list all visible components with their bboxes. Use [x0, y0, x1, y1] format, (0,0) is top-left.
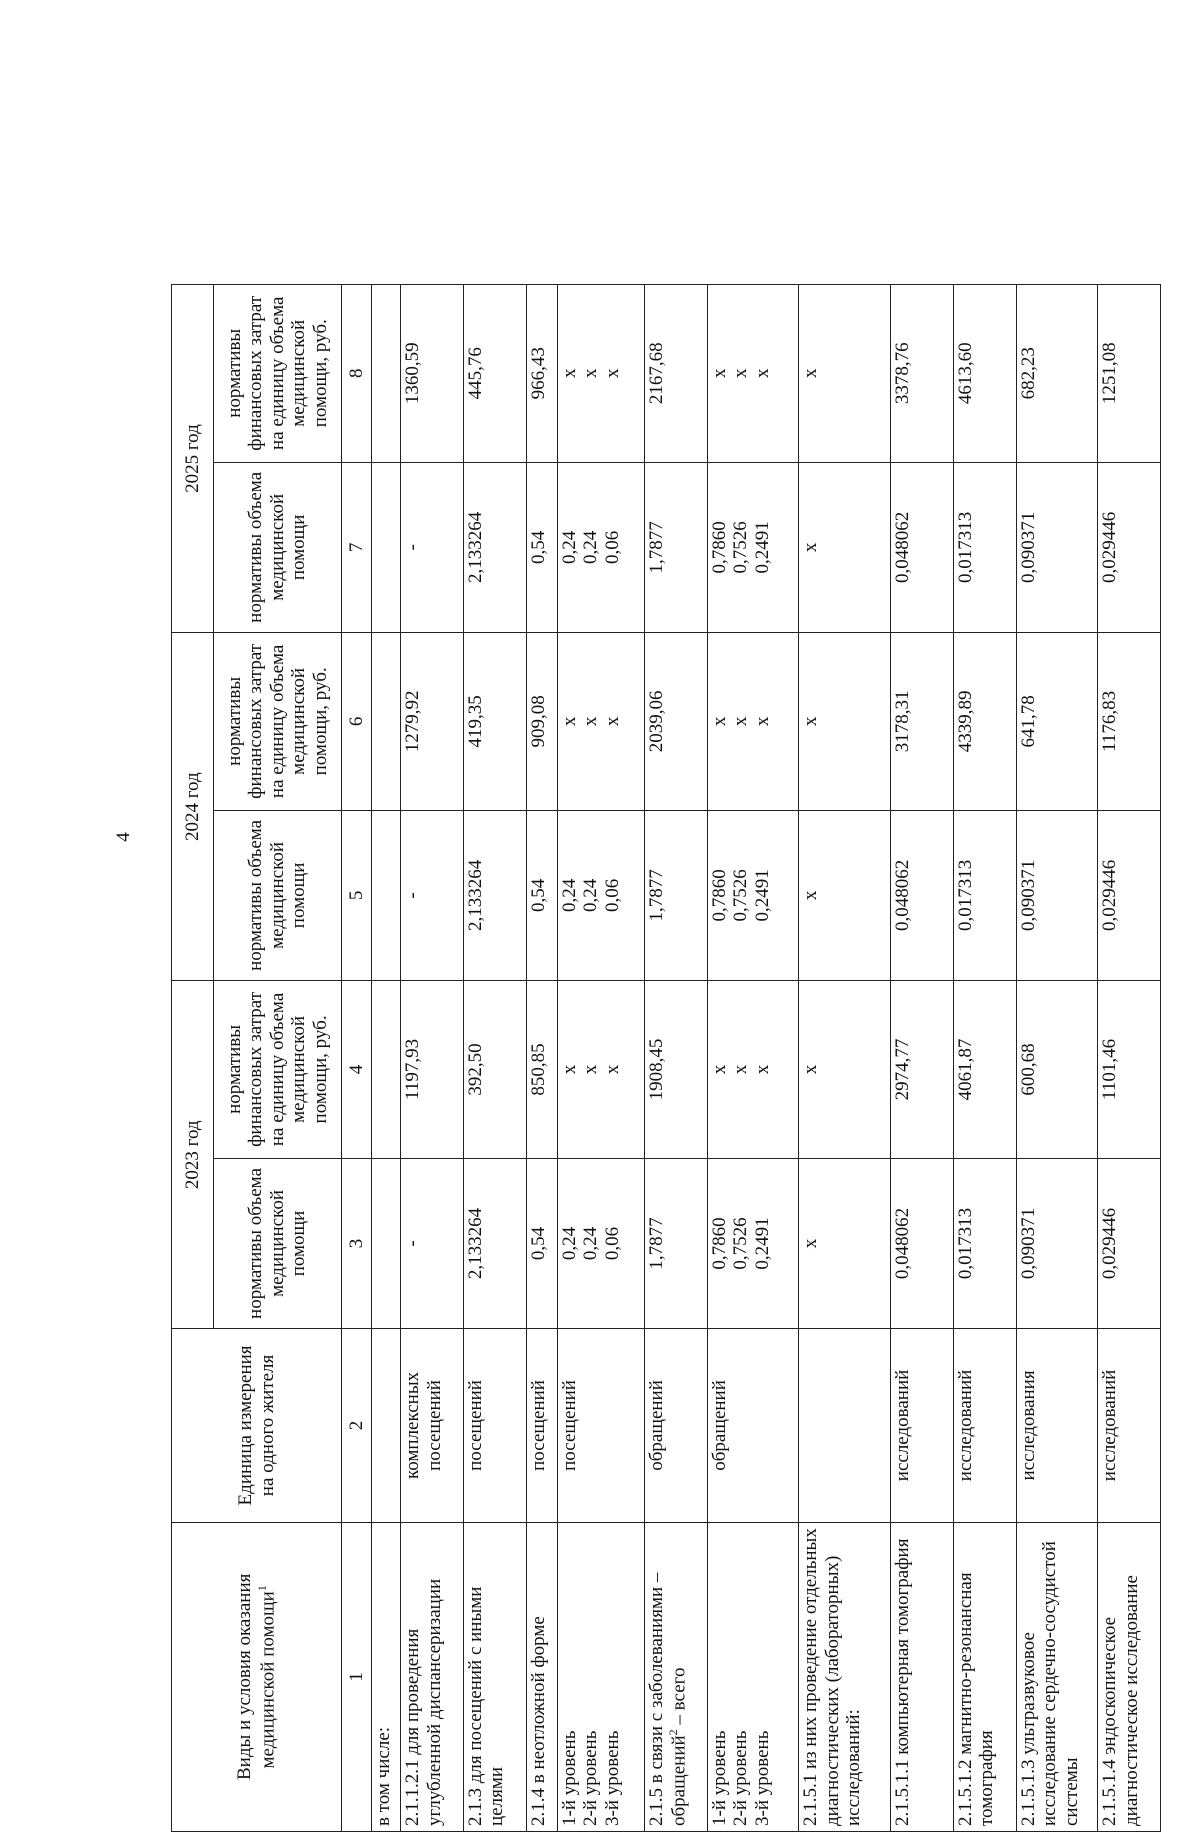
cell-cost: 1908,45: [644, 981, 707, 1158]
cell-volume: -: [401, 810, 464, 981]
cell-cost: 4061,87: [954, 981, 1017, 1158]
cell-volume: х: [799, 810, 891, 981]
cell-volume-levels: 0,24 0,24 0,06: [558, 1158, 645, 1329]
col-index: 2: [342, 1329, 372, 1522]
row-unit: посещений: [526, 1329, 557, 1522]
col-index: 1: [342, 1522, 372, 1831]
cell-volume: 1,7877: [644, 462, 707, 633]
cell-volume: 2,133264: [463, 1158, 526, 1329]
col-index: 5: [342, 810, 372, 981]
header-year-2023: 2023 год: [172, 981, 214, 1329]
cell-volume-levels: 0,24 0,24 0,06: [558, 462, 645, 633]
row-levels: [558, 1522, 645, 1831]
column-index-row: [342, 285, 372, 1832]
header-unit: Единица измерения на одного жителя: [172, 1329, 342, 1522]
table-row: [1016, 285, 1097, 1832]
cell-cost-levels: х х х: [558, 285, 645, 463]
row-unit: посещений: [558, 1329, 645, 1522]
cell-cost: 1360,59: [401, 285, 464, 463]
cell-cost: 682,23: [1016, 285, 1097, 463]
header-year-2024: 2024 год: [172, 633, 214, 981]
row-unit: обращений: [707, 1329, 799, 1522]
header-year-2025: 2025 год: [172, 285, 214, 633]
cell-cost: 909,08: [526, 633, 557, 810]
cell-volume: 0,54: [526, 462, 557, 633]
table-row: [526, 285, 557, 1832]
cell-cost: 419,35: [463, 633, 526, 810]
cell-volume: 1,7877: [644, 810, 707, 981]
level-label: 1-й уровень: [559, 1730, 581, 1826]
rotated-table-container: [171, 284, 1161, 1832]
cell-cost: 4613,60: [954, 285, 1017, 463]
norms-table: [171, 284, 1161, 1832]
row-label: 2.1.5.1.4 эндоскопическое диагностическое исследование: [1098, 1522, 1161, 1831]
cell-cost: х: [799, 633, 891, 810]
cell-cost: 1176,83: [1098, 633, 1161, 810]
cell-volume: 0,090371: [1016, 1158, 1097, 1329]
cell-volume: -: [401, 462, 464, 633]
row-levels: [707, 1522, 799, 1831]
cell-volume-levels: 0,7860 0,7526 0,2491: [707, 1158, 799, 1329]
cell-volume: 0,029446: [1098, 1158, 1161, 1329]
cell-cost: 3178,31: [891, 633, 954, 810]
row-unit: посещений: [463, 1329, 526, 1522]
row-unit: исследований: [954, 1329, 1017, 1522]
header-vol-2023: нормативы объема медицинской помощи: [214, 1158, 342, 1329]
table-row: [954, 285, 1017, 1832]
row-label: 2.1.5 в связи с заболеваниями – обращений$^2$ – всего: [644, 1522, 707, 1831]
table-row: [1098, 285, 1161, 1832]
table-row: [799, 285, 891, 1832]
cell-volume: х: [799, 462, 891, 633]
cell-volume-levels: 0,7860 0,7526 0,2491: [707, 810, 799, 981]
table-row: [707, 285, 799, 1832]
cell-cost: 392,50: [463, 981, 526, 1158]
cell-cost: 445,76: [463, 285, 526, 463]
row-unit: исследований: [1098, 1329, 1161, 1522]
row-unit: исследований: [891, 1329, 954, 1522]
level-label: 2-й уровень: [580, 1730, 602, 1826]
cell-volume: 1,7877: [644, 1158, 707, 1329]
col-index: 8: [342, 285, 372, 463]
cell-volume: 0,54: [526, 1158, 557, 1329]
cell-cost: 1279,92: [401, 633, 464, 810]
cell-volume-levels: 0,24 0,24 0,06: [558, 810, 645, 981]
cell-volume-levels: 0,7860 0,7526 0,2491: [707, 462, 799, 633]
level-label: 2-й уровень: [730, 1730, 752, 1826]
cell-volume: 0,090371: [1016, 462, 1097, 633]
cell-cost-levels: х х х: [707, 981, 799, 1158]
col-index: 4: [342, 981, 372, 1158]
cell-volume: 0,048062: [891, 1158, 954, 1329]
header-cost-2023: нормативы финансовых затрат на единицу объема медицинской помощи, руб.: [214, 981, 342, 1158]
table-row: [558, 285, 645, 1832]
row-intro-label: в том числе:: [371, 1522, 401, 1831]
cell-cost: 600,68: [1016, 981, 1097, 1158]
cell-volume: 0,048062: [891, 462, 954, 633]
col-index: 7: [342, 462, 372, 633]
cell-cost: х: [799, 981, 891, 1158]
page-number: 4: [113, 832, 134, 842]
level-label: 3-й уровень: [601, 1730, 623, 1826]
table-row: [371, 285, 401, 1832]
row-label: 2.1.5.1.3 ультразвуковое исследование сердечно-сосудистой системы: [1016, 1522, 1097, 1831]
cell-cost: 966,43: [526, 285, 557, 463]
cell-cost: 2039,06: [644, 633, 707, 810]
header-vol-2025: нормативы объема медицинской помощи: [214, 462, 342, 633]
cell-volume: 0,54: [526, 810, 557, 981]
row-label: 2.1.5.1.2 магнитно-резонансная томография: [954, 1522, 1017, 1831]
cell-volume: 0,017313: [954, 1158, 1017, 1329]
cell-cost: 850,85: [526, 981, 557, 1158]
cell-cost: 1101,46: [1098, 981, 1161, 1158]
cell-volume: 0,029446: [1098, 462, 1161, 633]
row-label: 2.1.5.1 из них проведение отдельных диагностических (лабораторных) исследований:: [799, 1522, 891, 1831]
header-cost-2025: нормативы финансовых затрат на единицу объема медицинской помощи, руб.: [214, 285, 342, 463]
cell-volume: 0,048062: [891, 810, 954, 981]
cell-cost: 1251,08: [1098, 285, 1161, 463]
table-row: [891, 285, 954, 1832]
cell-volume: 0,017313: [954, 810, 1017, 981]
cell-cost: 641,78: [1016, 633, 1097, 810]
cell-volume: 2,133264: [463, 810, 526, 981]
cell-cost-levels: х х х: [558, 633, 645, 810]
row-unit: исследования: [1016, 1329, 1097, 1522]
row-unit: обращений: [644, 1329, 707, 1522]
table-row: [401, 285, 464, 1832]
header-kinds: Виды и условия оказания медицинской помощи$^1$: [172, 1522, 342, 1831]
cell-cost-levels: х х х: [558, 981, 645, 1158]
cell-cost: 2974,77: [891, 981, 954, 1158]
cell-cost: 1197,93: [401, 981, 464, 1158]
row-unit: комплексных посещений: [401, 1329, 464, 1522]
cell-cost: 3378,76: [891, 285, 954, 463]
row-label: 2.1.5.1.1 компьютерная томография: [891, 1522, 954, 1831]
cell-cost-levels: х х х: [707, 633, 799, 810]
level-label: 3-й уровень: [751, 1730, 773, 1826]
row-label: 2.1.1.2.1 для проведения углубленной диспансеризации: [401, 1522, 464, 1831]
col-index: 6: [342, 633, 372, 810]
cell-cost: 4339,89: [954, 633, 1017, 810]
cell-volume: 0,017313: [954, 462, 1017, 633]
cell-cost: 2167,68: [644, 285, 707, 463]
col-index: 3: [342, 1158, 372, 1329]
cell-cost-levels: х х х: [707, 285, 799, 463]
cell-volume: х: [799, 1158, 891, 1329]
cell-volume: 0,090371: [1016, 810, 1097, 981]
cell-volume: -: [401, 1158, 464, 1329]
row-label: 2.1.3 для посещений с иными целями: [463, 1522, 526, 1831]
row-unit: [799, 1329, 891, 1522]
header-cost-2024: нормативы финансовых затрат на единицу объема медицинской помощи, руб.: [214, 633, 342, 810]
table-row: [463, 285, 526, 1832]
cell-volume: 2,133264: [463, 462, 526, 633]
table-row: [644, 285, 707, 1832]
cell-cost: х: [799, 285, 891, 463]
row-label: 2.1.4 в неотложной форме: [526, 1522, 557, 1831]
header-vol-2024: нормативы объема медицинской помощи: [214, 810, 342, 981]
cell-volume: 0,029446: [1098, 810, 1161, 981]
level-label: 1-й уровень: [708, 1730, 730, 1826]
